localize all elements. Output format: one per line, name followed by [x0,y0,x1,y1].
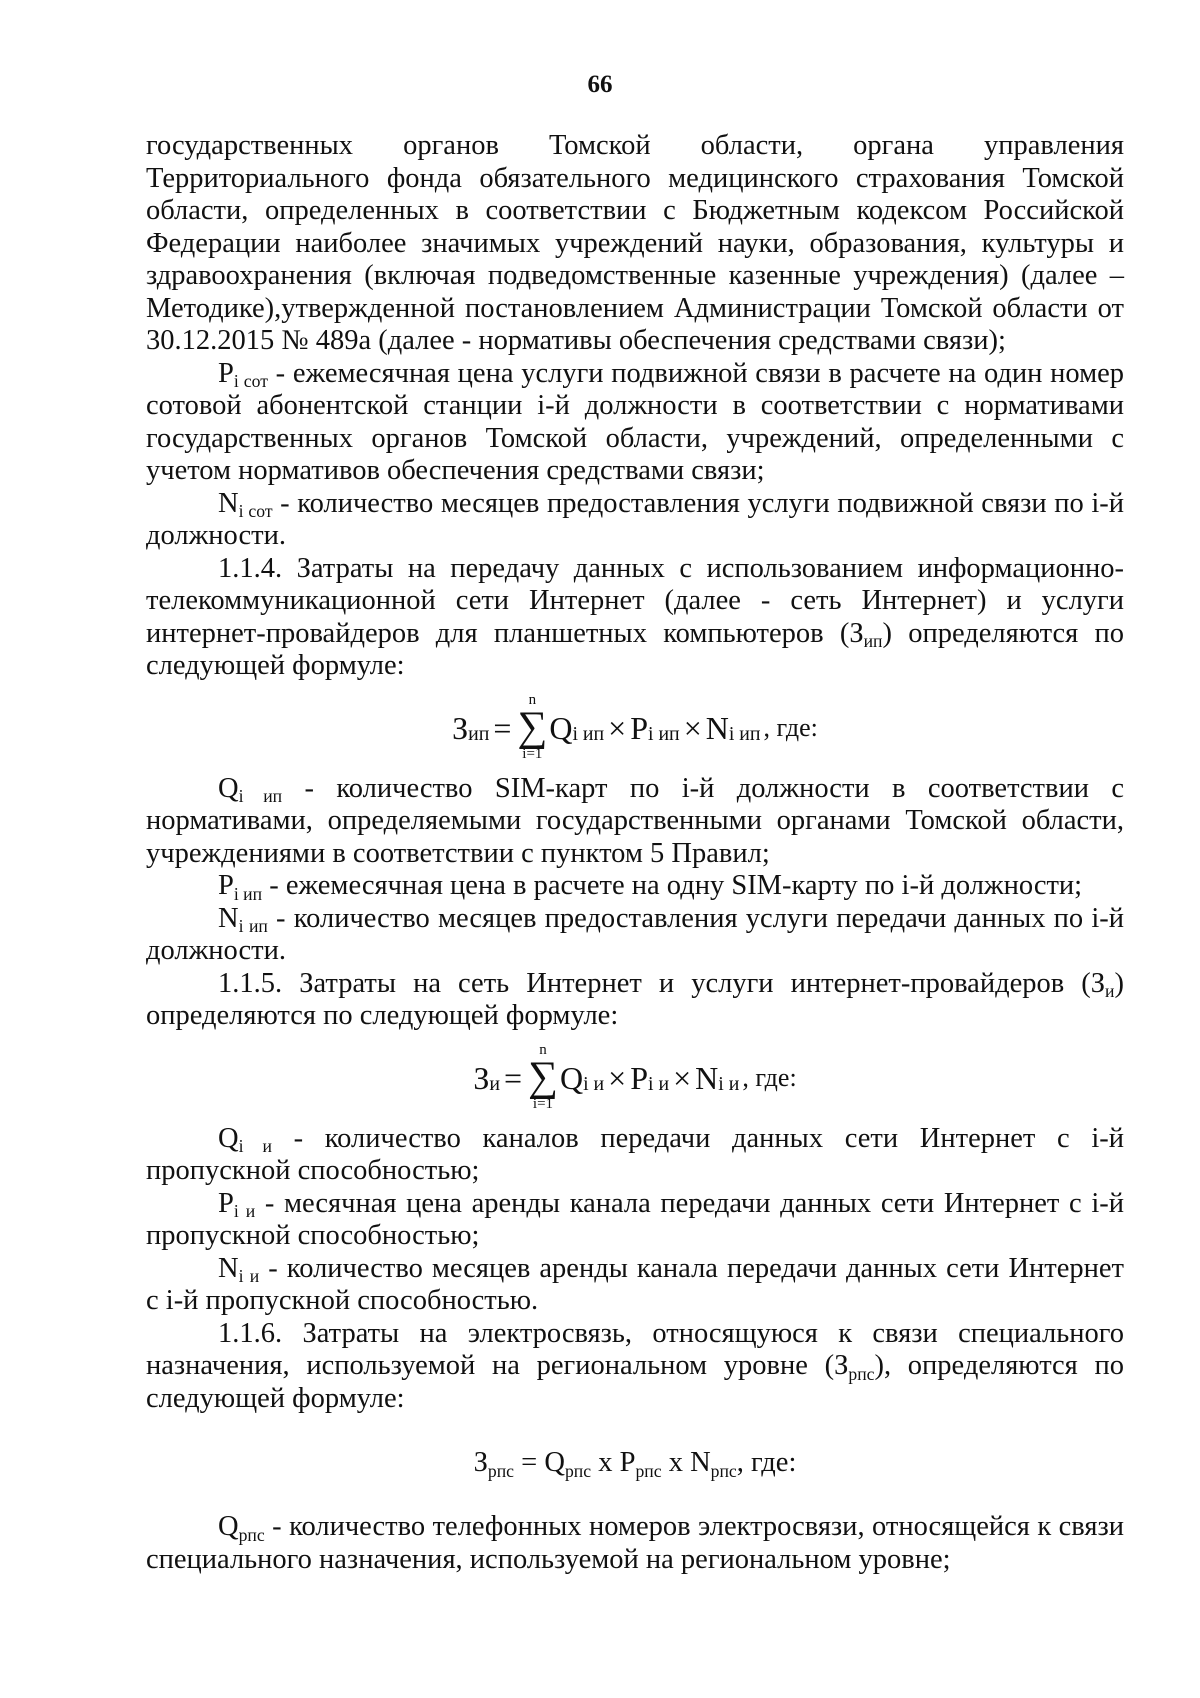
section-text-end: ) определяются по следующей формуле: [146,617,1124,681]
section-text: 1.1.4. Затраты на передачу данных с использованием информационно-телекоммуникационной сети Интернет (далее - сеть Интернет) и услуги интернет-провайдеров для планшетных компьютеров (З [146,552,1124,649]
sum-lower-limit: i=1 [522,746,543,763]
definition-q-rps [146,1511,1124,1576]
formula-lhs: З [473,1447,488,1478]
formula-equals: = [503,1059,523,1096]
sum-upper-limit: n [528,691,537,708]
section-1-1-5 [146,968,1124,1033]
symbol-subscript: i и [238,1266,260,1287]
definition-q-ip [146,773,1124,871]
symbol: N [218,902,239,934]
formula-tail: , где: [736,1447,797,1478]
symbol: P [218,870,234,901]
symbol: Q [218,772,239,804]
definition-p-i [146,1188,1124,1253]
formula-internet: З и = n ∑ i=1 Q i и × P i и × N i и , где: [473,1041,797,1113]
definition-text: - количество месяцев предоставления услуги подвижной связи по i-й должности. [146,487,1124,551]
formula-q: Q [549,709,573,746]
formula-q: Q [544,1447,565,1478]
times-icon: × [683,709,702,746]
formula-lhs: З [452,709,469,746]
definition-text: - количество месяцев предоставления услуги передачи данных по i-й должности. [146,902,1125,966]
symbol: N [218,487,239,519]
multiply-sign: x [591,1447,620,1478]
times-icon: × [608,709,627,746]
formula-q-subscript: рпс [564,1460,592,1481]
section-subscript: рпс [848,1363,875,1384]
symbol-subscript: i ип [238,916,268,937]
multiply-sign: x [661,1447,691,1478]
definition-q-i [146,1123,1124,1188]
symbol: P [218,1187,234,1219]
symbol-subscript: i ип [233,883,263,904]
sum-upper-limit: n [539,1041,547,1058]
definition-n-i [146,1253,1124,1318]
symbol-subscript: i и [233,1201,256,1222]
symbol: P [218,357,234,389]
formula-p: P [630,1059,648,1096]
definition-n-sot [146,488,1124,553]
symbol: N [218,1252,239,1284]
definition-text: - месячная цена аренды канала передачи данных сети Интернет с i-й пропускной способностью; [146,1187,1124,1251]
formula-p: P [630,709,648,746]
section-text-end: ), определяются по следующей формуле: [146,1350,1124,1414]
formula-p: P [619,1447,636,1478]
formula-p-subscript: рпс [635,1460,662,1481]
section-text: 1.1.6. Затраты на электросвязь, относящуюся к связи специального назначения, используемой на региональном уровне (З [146,1317,1124,1381]
formula-q: Q [559,1059,584,1096]
formula-n: N [705,709,729,746]
definition-text: - количество каналов передачи данных сети Интернет с i-й пропускной способностью; [146,1122,1124,1186]
section-subscript: и [1105,981,1115,1002]
definition-p-ip [146,870,1124,903]
symbol-subscript: рпс [238,1524,265,1545]
formula-n: N [695,1059,719,1096]
section-text-end: ) определяются по следующей формуле: [146,967,1124,1031]
page-number: 66 [587,71,613,98]
definition-text: - ежемесячная цена услуги подвижной связи в расчете на один номер сотовой абонентской станции i-й должности в соответствии с нормативами государственных органов Томской области, учреждений, определенными с учетом нормативов обеспечения средствами связи; [146,357,1124,486]
symbol-subscript: i и [238,1136,272,1157]
definition-text: - количество SIM-карт по i-й должности в соответствии с нормативами, определяемыми государственными органами Томской области, учреждениями в соответствии с пунктом 5 Правил; [146,772,1124,869]
sum-operator [528,1043,558,1113]
formula-equals: = [493,709,512,746]
sum-lower-limit: i=1 [532,1096,554,1113]
paragraph-continuation: государственных органов Томской области, органа управления Территориального фонда обязательного медицинского страхования Томской области, определенных в соответствии с Бюджетным кодексом Российской Федерации наиболее значимых учреждений науки, образования, культуры и здравоохранения (включая подведомственные казенные учреждения) (далее – Методике),утвержденной постановлением Администрации Томской области от 30.12.2015 № 489а (далее - нормативы обеспечения средствами связи); [146,130,1124,356]
formula-tail: , где: [742,1062,797,1092]
definition-text: - количество месяцев аренды канала передачи данных сети Интернет с i-й пропускной способностью. [146,1252,1124,1316]
symbol-subscript: i сот [238,501,273,522]
symbol-subscript: i сот [233,371,268,392]
definition-n-ip [146,903,1124,968]
times-icon: × [673,1059,692,1096]
sum-operator [517,693,547,763]
definition-p-sot [146,358,1124,488]
formula-n: N [690,1447,711,1478]
sigma-icon: ∑ [517,703,548,750]
formula-lhs-subscript: рпс [487,1460,515,1481]
section-subscript: ип [863,631,883,652]
definition-text: - количество телефонных номеров электросвязи, относящейся к связи специального назначения, используемой на региональном уровне; [146,1511,1124,1575]
symbol: Q [218,1511,239,1542]
symbol-subscript: i ип [238,786,283,807]
formula-equals: = [514,1447,545,1478]
sigma-icon: ∑ [528,1053,558,1100]
document-body [146,130,1124,1576]
section-text: 1.1.5. Затраты на сеть Интернет и услуги интернет-провайдеров (З [218,967,1106,999]
formula-tail: , где: [763,712,818,742]
definition-text: - ежемесячная цена в расчете на одну SIM-карту по i-й должности; [262,870,1083,901]
section-1-1-6 [146,1318,1124,1416]
section-1-1-4 [146,553,1124,683]
symbol: Q [218,1122,239,1154]
formula-n-subscript: рпс [710,1460,737,1481]
formula-lhs: З [473,1059,490,1096]
formula-internet-tablets: З ип = n ∑ i=1 Q i ип × P i ип × N i ип , где: [452,691,818,763]
times-icon: × [608,1059,627,1096]
formula-special-communications [146,1415,1124,1511]
